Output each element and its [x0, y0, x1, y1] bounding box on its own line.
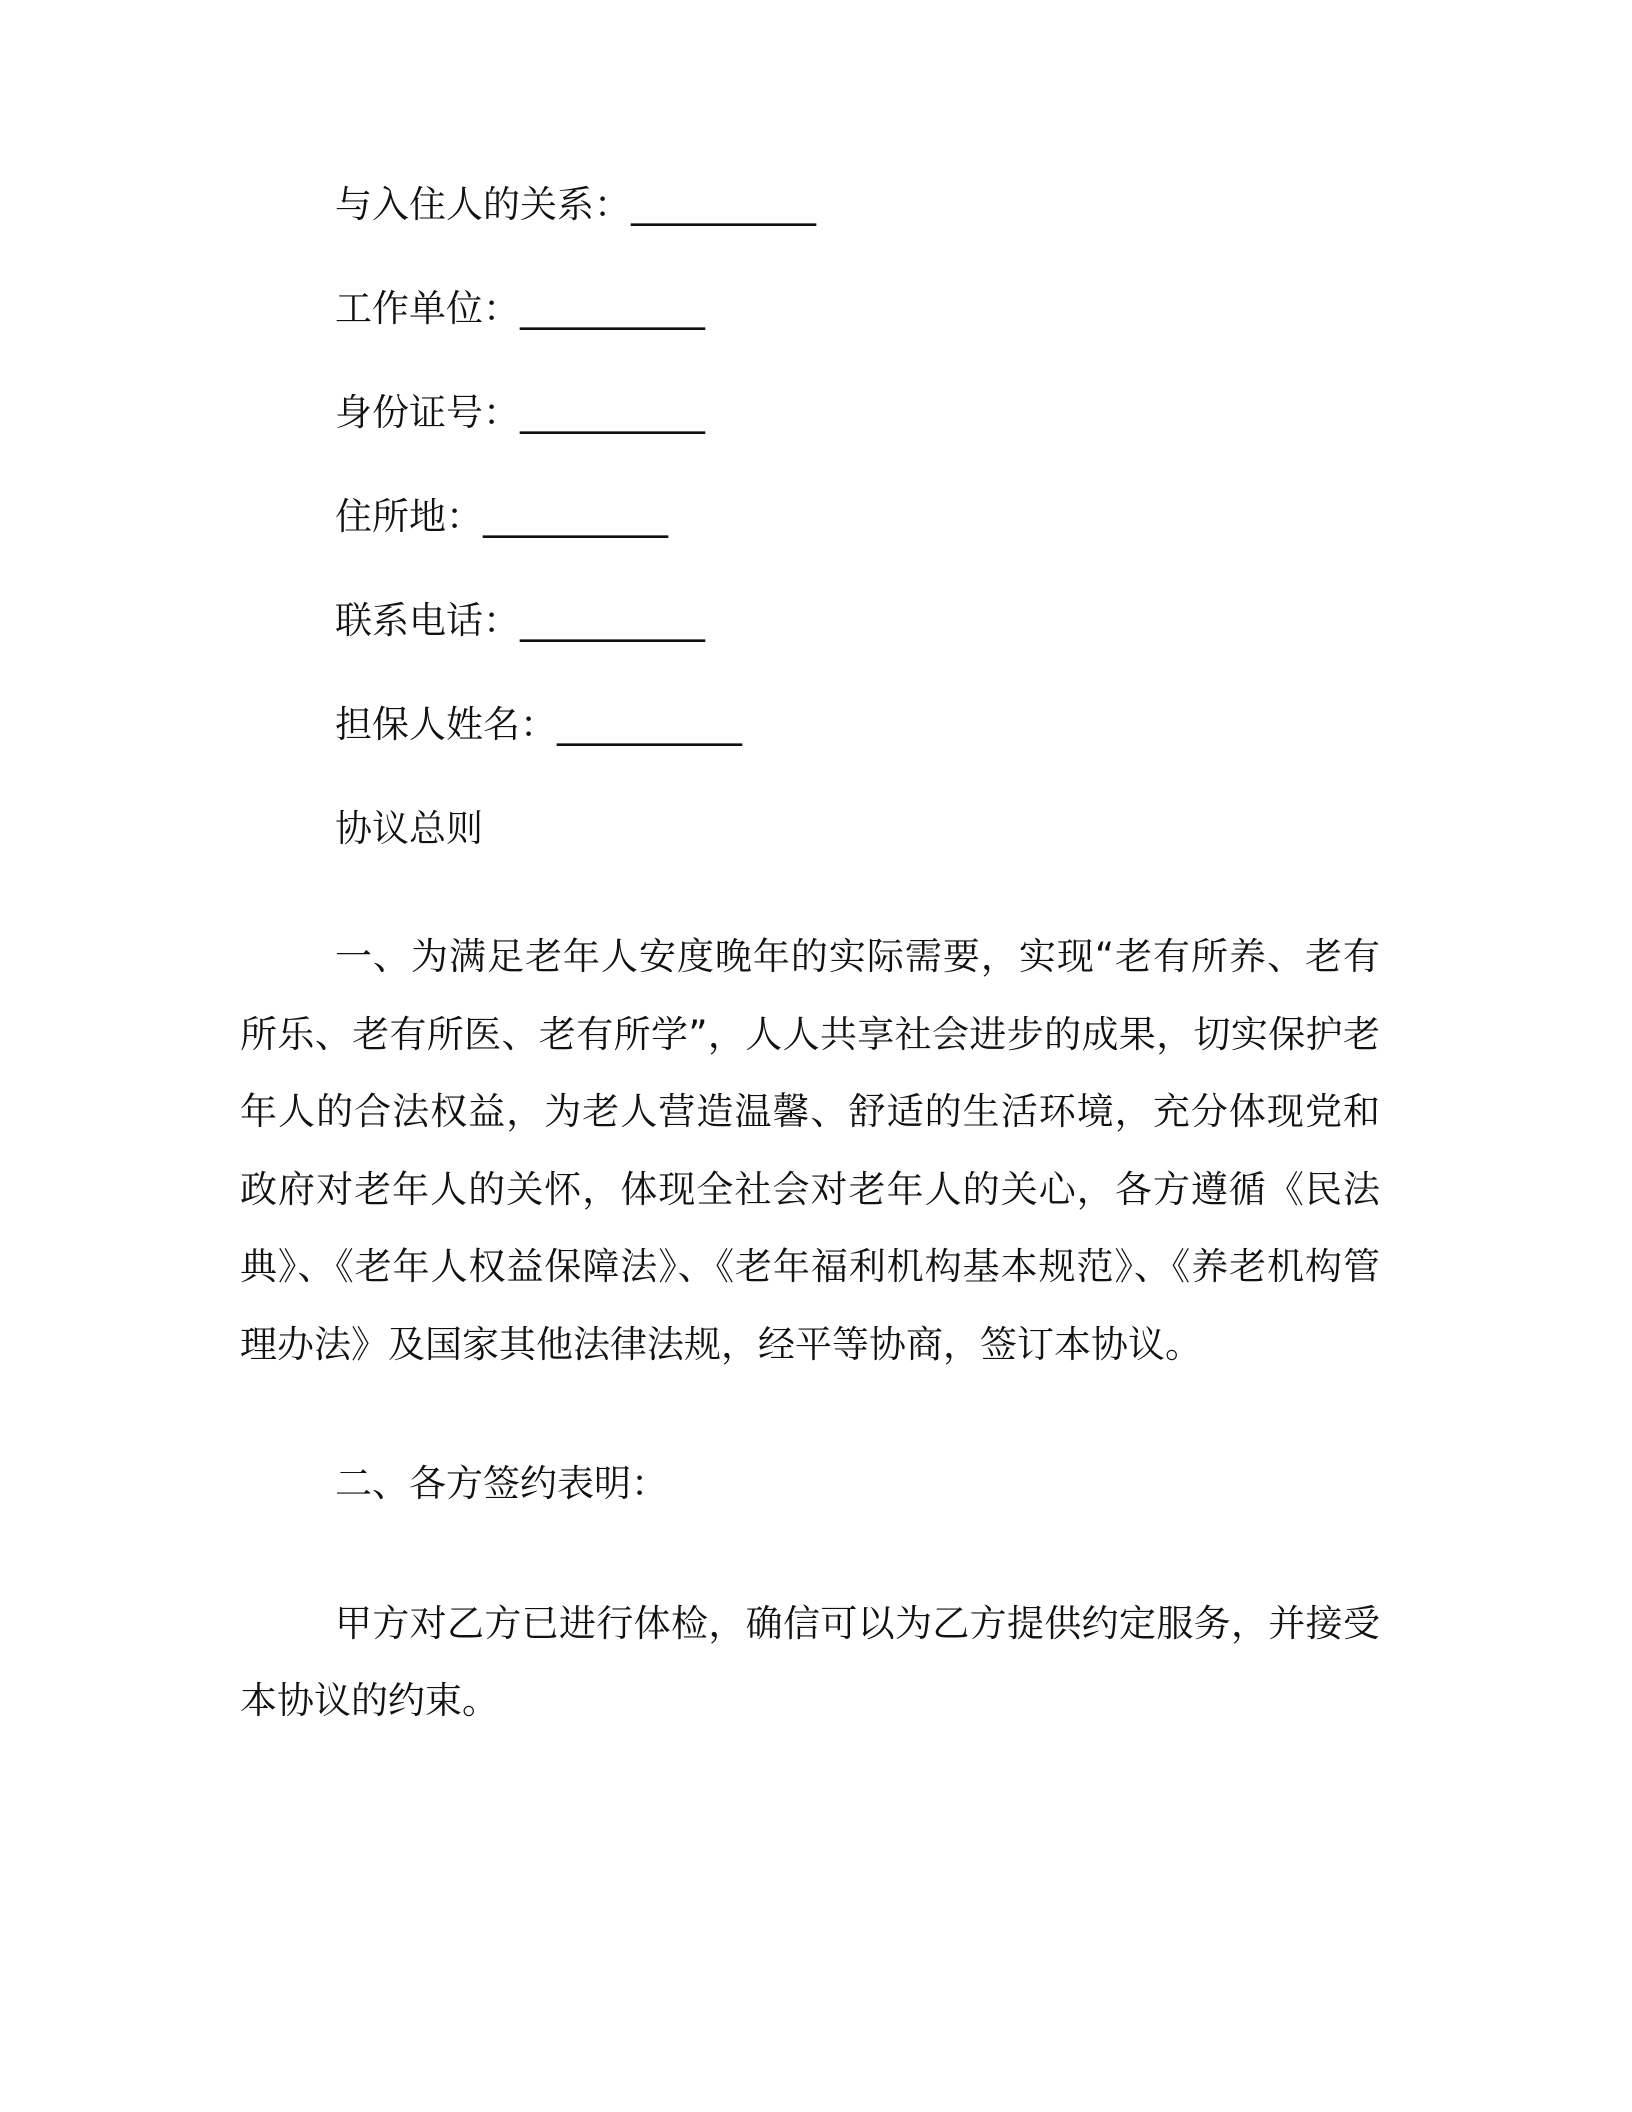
field-relationship — [240, 180, 1380, 230]
field-blank: __________ — [520, 599, 705, 642]
field-blank: __________ — [520, 391, 705, 434]
field-label: 住所地： — [335, 495, 483, 538]
document-content — [240, 180, 1380, 1740]
field-blank: __________ — [483, 495, 668, 538]
field-id-number — [240, 388, 1380, 438]
field-guarantor-name — [240, 700, 1380, 750]
field-label: 联系电话： — [335, 599, 520, 642]
field-blank: __________ — [557, 703, 742, 746]
field-blank: __________ — [631, 183, 816, 226]
field-address — [240, 492, 1380, 542]
field-employer — [240, 284, 1380, 334]
field-blank: __________ — [520, 287, 705, 330]
paragraph-general-principles: 一、为满足老年人安度晚年的实际需要，实现“老有所养、老有所乐、老有所医、老有所学”，人人共享社会进步的成果，切实保护老年人的合法权益，为老人营造温馨、舒适的生活环境，充分体现党和政府对老年人的关怀，体现全社会对老年人的关心，各方遵循《民法典》、《老年人权益保障法》、《老年福利机构基本规范》、《养老机构管理办法》及国家其他法律法规，经平等协商，签订本协议。 — [240, 935, 1380, 1366]
paragraph-signing-statement: 二、各方签约表明： — [335, 1462, 668, 1505]
section-title: 协议总则 — [335, 807, 483, 850]
paragraph-party-a-commitment: 甲方对乙方已进行体检，确信可以为乙方提供约定服务，并接受本协议的约束。 — [240, 1601, 1380, 1722]
field-phone — [240, 596, 1380, 646]
field-label: 身份证号： — [335, 391, 520, 434]
field-label: 担保人姓名： — [335, 703, 557, 746]
field-label: 工作单位： — [335, 287, 520, 330]
field-label: 与入住人的关系： — [335, 183, 631, 226]
